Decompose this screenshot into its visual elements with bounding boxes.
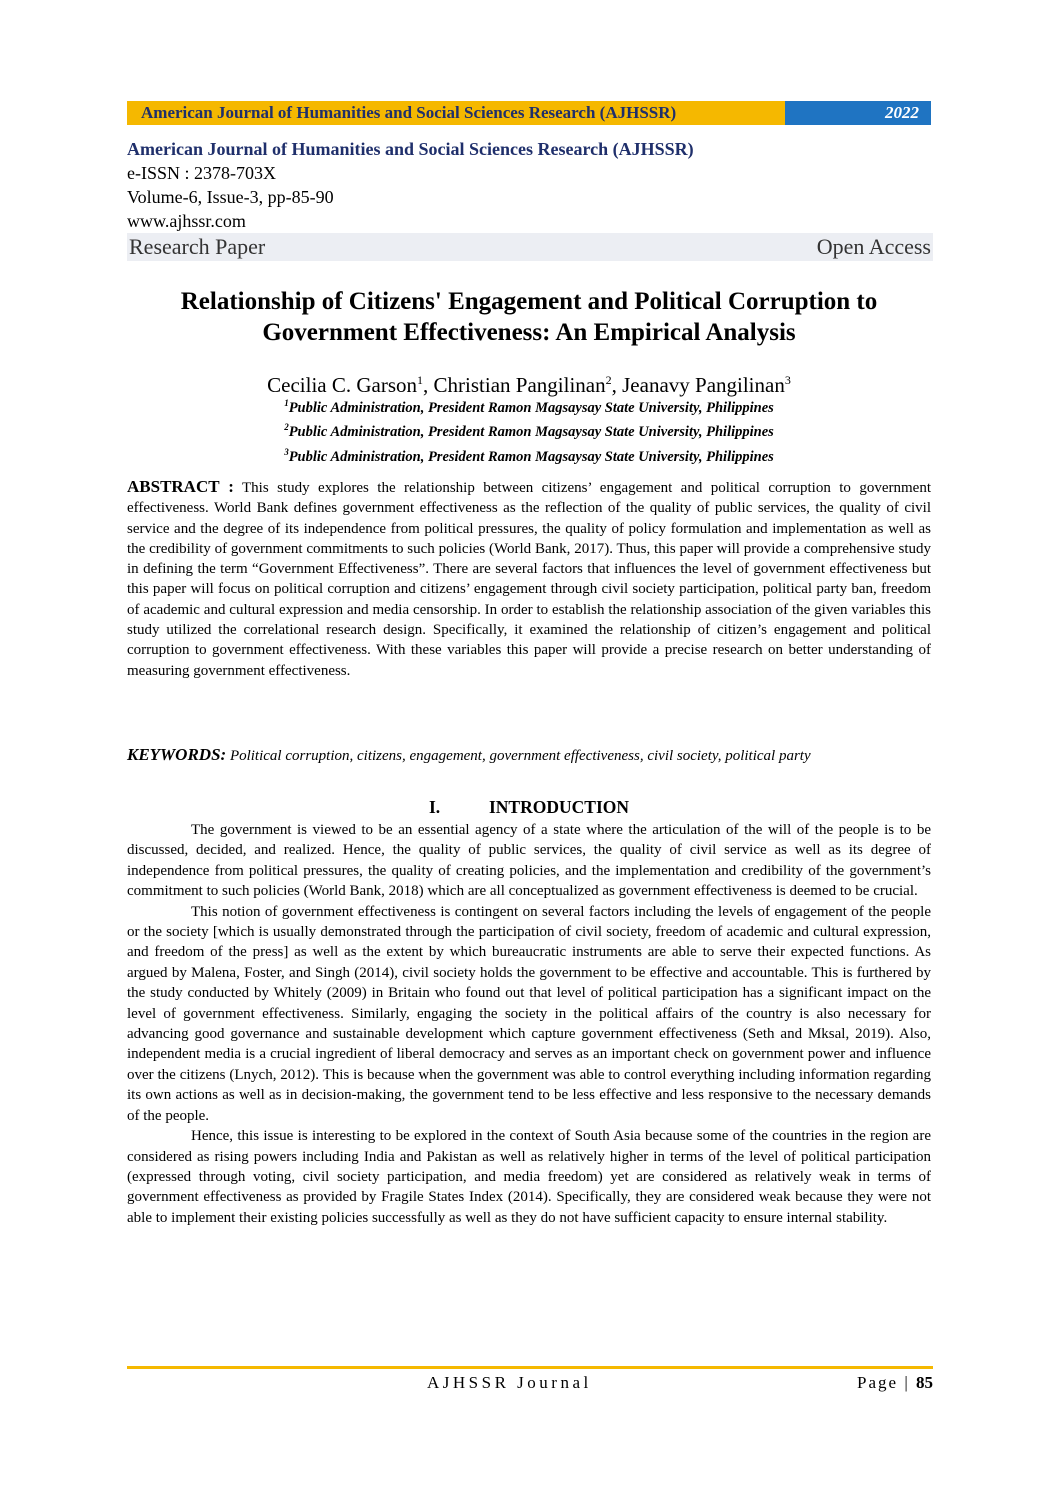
volume-issue: Volume-6, Issue-3, pp-85-90 <box>127 187 334 207</box>
author-sup: 3 <box>784 373 791 387</box>
banner-year: 2022 <box>785 101 931 125</box>
abstract <box>127 477 931 681</box>
title-line-1: Relationship of Citizens' Engagement and Political Corruption to <box>180 288 878 315</box>
section-title: INTRODUCTION <box>488 797 630 817</box>
footer-page <box>857 1373 933 1393</box>
affiliation <box>110 443 948 467</box>
abstract-text: This study explores the relationship between citizens’ engagement and political corruption to government effectiveness. World Bank defines government effectiveness as the reflection of the quality of public services, the quality of civil service and the degree of its independence from political pressures, the quality of policy formulation and implementation as well as the credibility of government commitments to such policies (World Bank, 2017). Thus, this paper will provide a comprehensive study in defining the term “Government Effectiveness”. There are several factors that influences the level of government effectiveness but this paper will focus on political corruption and citizens’ engagement through civil society participation, political party ban, freedom of academic and cultural expression and media censorship. In order to establish the relationship association of the given variables this study utilized the correlational research design. Specifically, it examined the relationship of citizen’s engagement and political corruption to government effectiveness. With these variables this paper will provide a precise research on better understanding of measuring government effectiveness. <box>127 480 931 679</box>
keywords-text: Political corruption, citizens, engagement, government effectiveness, civil society, political party <box>226 748 811 764</box>
journal-name: American Journal of Humanities and Social Sciences Research (AJHSSR) <box>127 139 694 159</box>
page-label: Page | <box>857 1373 910 1392</box>
author-name: Cecilia C. Garson <box>267 373 418 397</box>
website: www.ajhssr.com <box>127 211 246 231</box>
introduction-body <box>127 820 931 1228</box>
banner-journal-name: American Journal of Humanities and Social Sciences Research (AJHSSR) <box>127 101 785 125</box>
paper-title <box>110 286 948 348</box>
section-number: I. <box>428 797 441 817</box>
affiliation-sup: 2 <box>284 422 289 433</box>
affiliation <box>110 418 948 442</box>
affiliation-text: Public Administration, President Ramon Magsaysay State University, Philippines <box>288 448 774 465</box>
access-type: Open Access <box>816 234 931 259</box>
affiliation-text: Public Administration, President Ramon Magsaysay State University, Philippines <box>288 424 774 441</box>
footer-divider <box>127 1366 933 1369</box>
author-sep: , <box>611 373 623 397</box>
footer-journal: AJHSSR Journal <box>427 1373 592 1392</box>
paper-type-bar <box>127 233 933 261</box>
issn: e-ISSN : 2378-703X <box>127 163 276 183</box>
author-name: Jeanavy Pangilinan <box>622 373 785 397</box>
affiliation-sup: 3 <box>284 446 289 457</box>
author-sep: , <box>423 373 434 397</box>
paper-type: Research Paper <box>129 234 266 259</box>
author-name: Christian Pangilinan <box>433 373 606 397</box>
author-sup: 1 <box>417 373 424 387</box>
section-heading <box>127 797 931 818</box>
affiliation-sup: 1 <box>284 398 289 408</box>
abstract-label: ABSTRACT : <box>127 477 234 496</box>
author-sup: 2 <box>605 373 612 387</box>
paragraph: Hence, this issue is interesting to be explored in the context of South Asia because some of the countries in the region are considered as rising powers including India and Pakistan as well as relatively higher in terms of the level of political participation (expressed through voting, civil society participation, and media freedom) yet are considered as relatively weak in terms of government effectiveness as provided by Fragile States Index (2014). Specifically, they are considered weak because they were not able to implement their existing policies successfully as well as they do not have sufficient capacity to ensure internal stability. <box>127 1128 931 1226</box>
title-line-2: Government Effectiveness: An Empirical Analysis <box>262 319 796 346</box>
journal-info <box>127 137 931 233</box>
affiliation <box>110 394 948 418</box>
keywords-label: KEYWORDS: <box>127 745 227 764</box>
paragraph: This notion of government effectiveness is contingent on several factors including the levels of engagement of the people or the society [which is usually demonstrated through the participation of civil society, freedom of academic and cultural expression, and freedom of the press] as well as the extent by which bureaucratic instruments are able to serve their expected functions. As argued by Malena, Foster, and Singh (2014), civil society holds the government to be effective and accountable. This is furthered by the study conducted by Whitely (2009) in Britain who found out that level of political participation has a significant impact on the level of government effectiveness. Similarly, engaging the society in the political affairs of the country is also necessary for advancing good governance and sustainable development which capture government effectiveness (Seth and Mksal, 2019). Also, independent media is a crucial ingredient of liberal democracy and serves as an important check on government power and influence over the citizens (Lnych, 2012). This is because when the government was able to control everything including information regarding its own actions as well as in decision-making, the government tend to be less effective and less responsive to the necessary demands of the people. <box>127 903 931 1124</box>
page-number: 85 <box>916 1373 933 1392</box>
page-footer <box>127 1373 933 1393</box>
affiliations <box>110 394 948 467</box>
journal-banner <box>127 101 931 125</box>
keywords <box>127 745 931 766</box>
paragraph: The government is viewed to be an essential agency of a state where the articulation of the will of the people is to be discussed, decided, and realized. Hence, the quality of public services, the quality of civil service as well as its degree of independence from political pressures, the quality of creating policies, and the implementation and credibility of the government’s commitment to such policies (World Bank, 2018) which are all conceptualized as government effectiveness is deemed to be crucial. <box>127 822 931 900</box>
affiliation-text: Public Administration, President Ramon Magsaysay State University, Philippines <box>288 399 774 416</box>
